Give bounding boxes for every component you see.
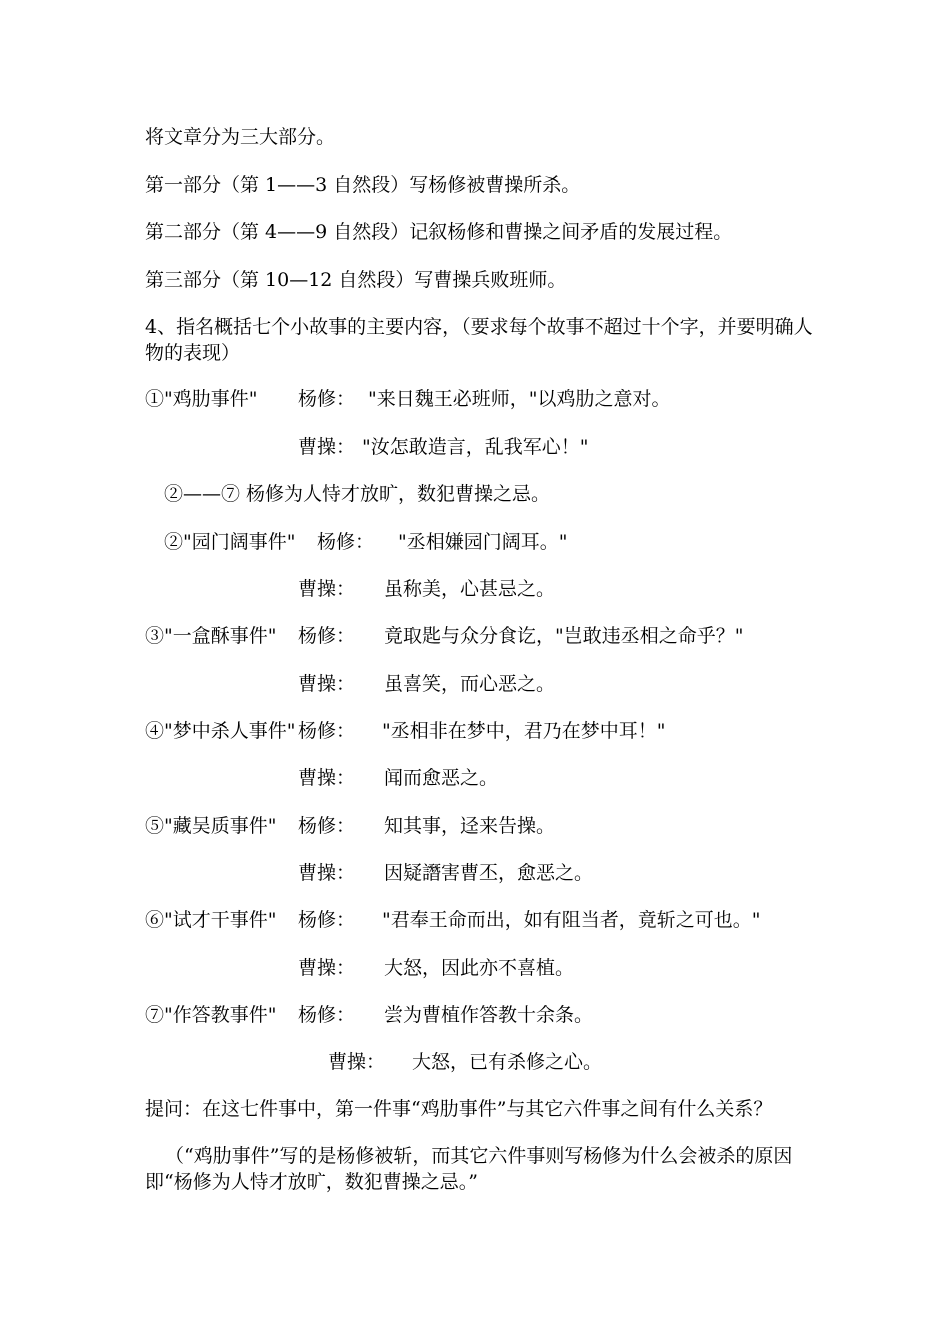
- event-4-title: ④"梦中杀人事件": [145, 720, 296, 742]
- event-6-yang-speaker: 杨修：: [298, 909, 356, 931]
- event-5-yang-speaker: 杨修：: [298, 815, 356, 837]
- summary-2-7: ②——⑦ 杨修为人恃才放旷，数犯曹操之忌。: [164, 483, 551, 505]
- event-5-yang-text: 知其事，迳来告操。: [384, 815, 556, 837]
- event-6-yang-text: "君奉王命而出，如有阻当者，竟斩之可也。": [382, 909, 761, 931]
- event-1-cao-text: "汝怎敢造言，乱我军心！": [362, 436, 589, 458]
- event-7-cao-speaker: 曹操：: [328, 1051, 386, 1073]
- part-3-line: 第三部分（第 10—12 自然段）写曹操兵败班师。: [145, 269, 567, 291]
- event-4-cao-speaker: 曹操：: [298, 767, 356, 789]
- event-5-cao-speaker: 曹操：: [298, 862, 356, 884]
- event-2-yang-speaker: 杨修：: [317, 531, 375, 553]
- event-1-yang-text: "来日魏王必班师，"以鸡肋之意对。: [368, 388, 671, 410]
- event-3-yang-text: 竟取匙与众分食讫，"岂敢违丞相之命乎？": [384, 625, 744, 647]
- event-7-yang-text: 尝为曹植作答教十余条。: [384, 1004, 594, 1026]
- event-1-cao-speaker: 曹操：: [298, 436, 356, 458]
- event-6-title: ⑥"试才干事件": [145, 909, 277, 931]
- event-2-cao-text: 虽称美，心甚忌之。: [384, 578, 556, 600]
- event-6-cao-text: 大怒，因此亦不喜植。: [384, 957, 575, 979]
- event-7-title: ⑦"作答教事件": [145, 1004, 277, 1026]
- event-2-yang-text: "丞相嫌园门阔耳。": [398, 531, 568, 553]
- event-4-yang-speaker: 杨修：: [298, 720, 356, 742]
- event-6-cao-speaker: 曹操：: [298, 957, 356, 979]
- event-4-yang-text: "丞相非在梦中，君乃在梦中耳！": [382, 720, 666, 742]
- event-1-yang-speaker: 杨修：: [298, 388, 356, 410]
- part-2-line: 第二部分（第 4——9 自然段）记叙杨修和曹操之间矛盾的发展过程。: [145, 221, 733, 243]
- event-3-title: ③"一盒酥事件": [145, 625, 277, 647]
- part-1-line: 第一部分（第 1——3 自然段）写杨修被曹操所杀。: [145, 174, 581, 196]
- question-4: 4、指名概括七个小故事的主要内容，（要求每个故事不超过十个字，并要明确人物的表现）: [145, 316, 813, 364]
- event-5-title: ⑤"藏吴质事件": [145, 815, 277, 837]
- question-relation: 提问：在这七件事中，第一件事“鸡肋事件”与其它六件事之间有什么关系？: [145, 1098, 773, 1120]
- event-3-cao-text: 虽喜笑，而心恶之。: [384, 673, 556, 695]
- event-1-title: ①"鸡肋事件": [145, 388, 258, 410]
- answer-relation: （“鸡肋事件”写的是杨修被斩，而其它六件事则写杨修为什么会被杀的原因即“杨修为人恃才放旷，数犯曹操之忌。”: [145, 1145, 793, 1193]
- event-7-cao-text: 大怒，已有杀修之心。: [412, 1051, 603, 1073]
- event-3-yang-speaker: 杨修：: [298, 625, 356, 647]
- intro-line: 将文章分为三大部分。: [145, 126, 336, 148]
- event-3-cao-speaker: 曹操：: [298, 673, 356, 695]
- event-4-cao-text: 闻而愈恶之。: [384, 767, 499, 789]
- event-2-title: ②"园门阔事件": [164, 531, 296, 553]
- event-2-cao-speaker: 曹操：: [298, 578, 356, 600]
- event-7-yang-speaker: 杨修：: [298, 1004, 356, 1026]
- event-5-cao-text: 因疑譖害曹丕，愈恶之。: [384, 862, 594, 884]
